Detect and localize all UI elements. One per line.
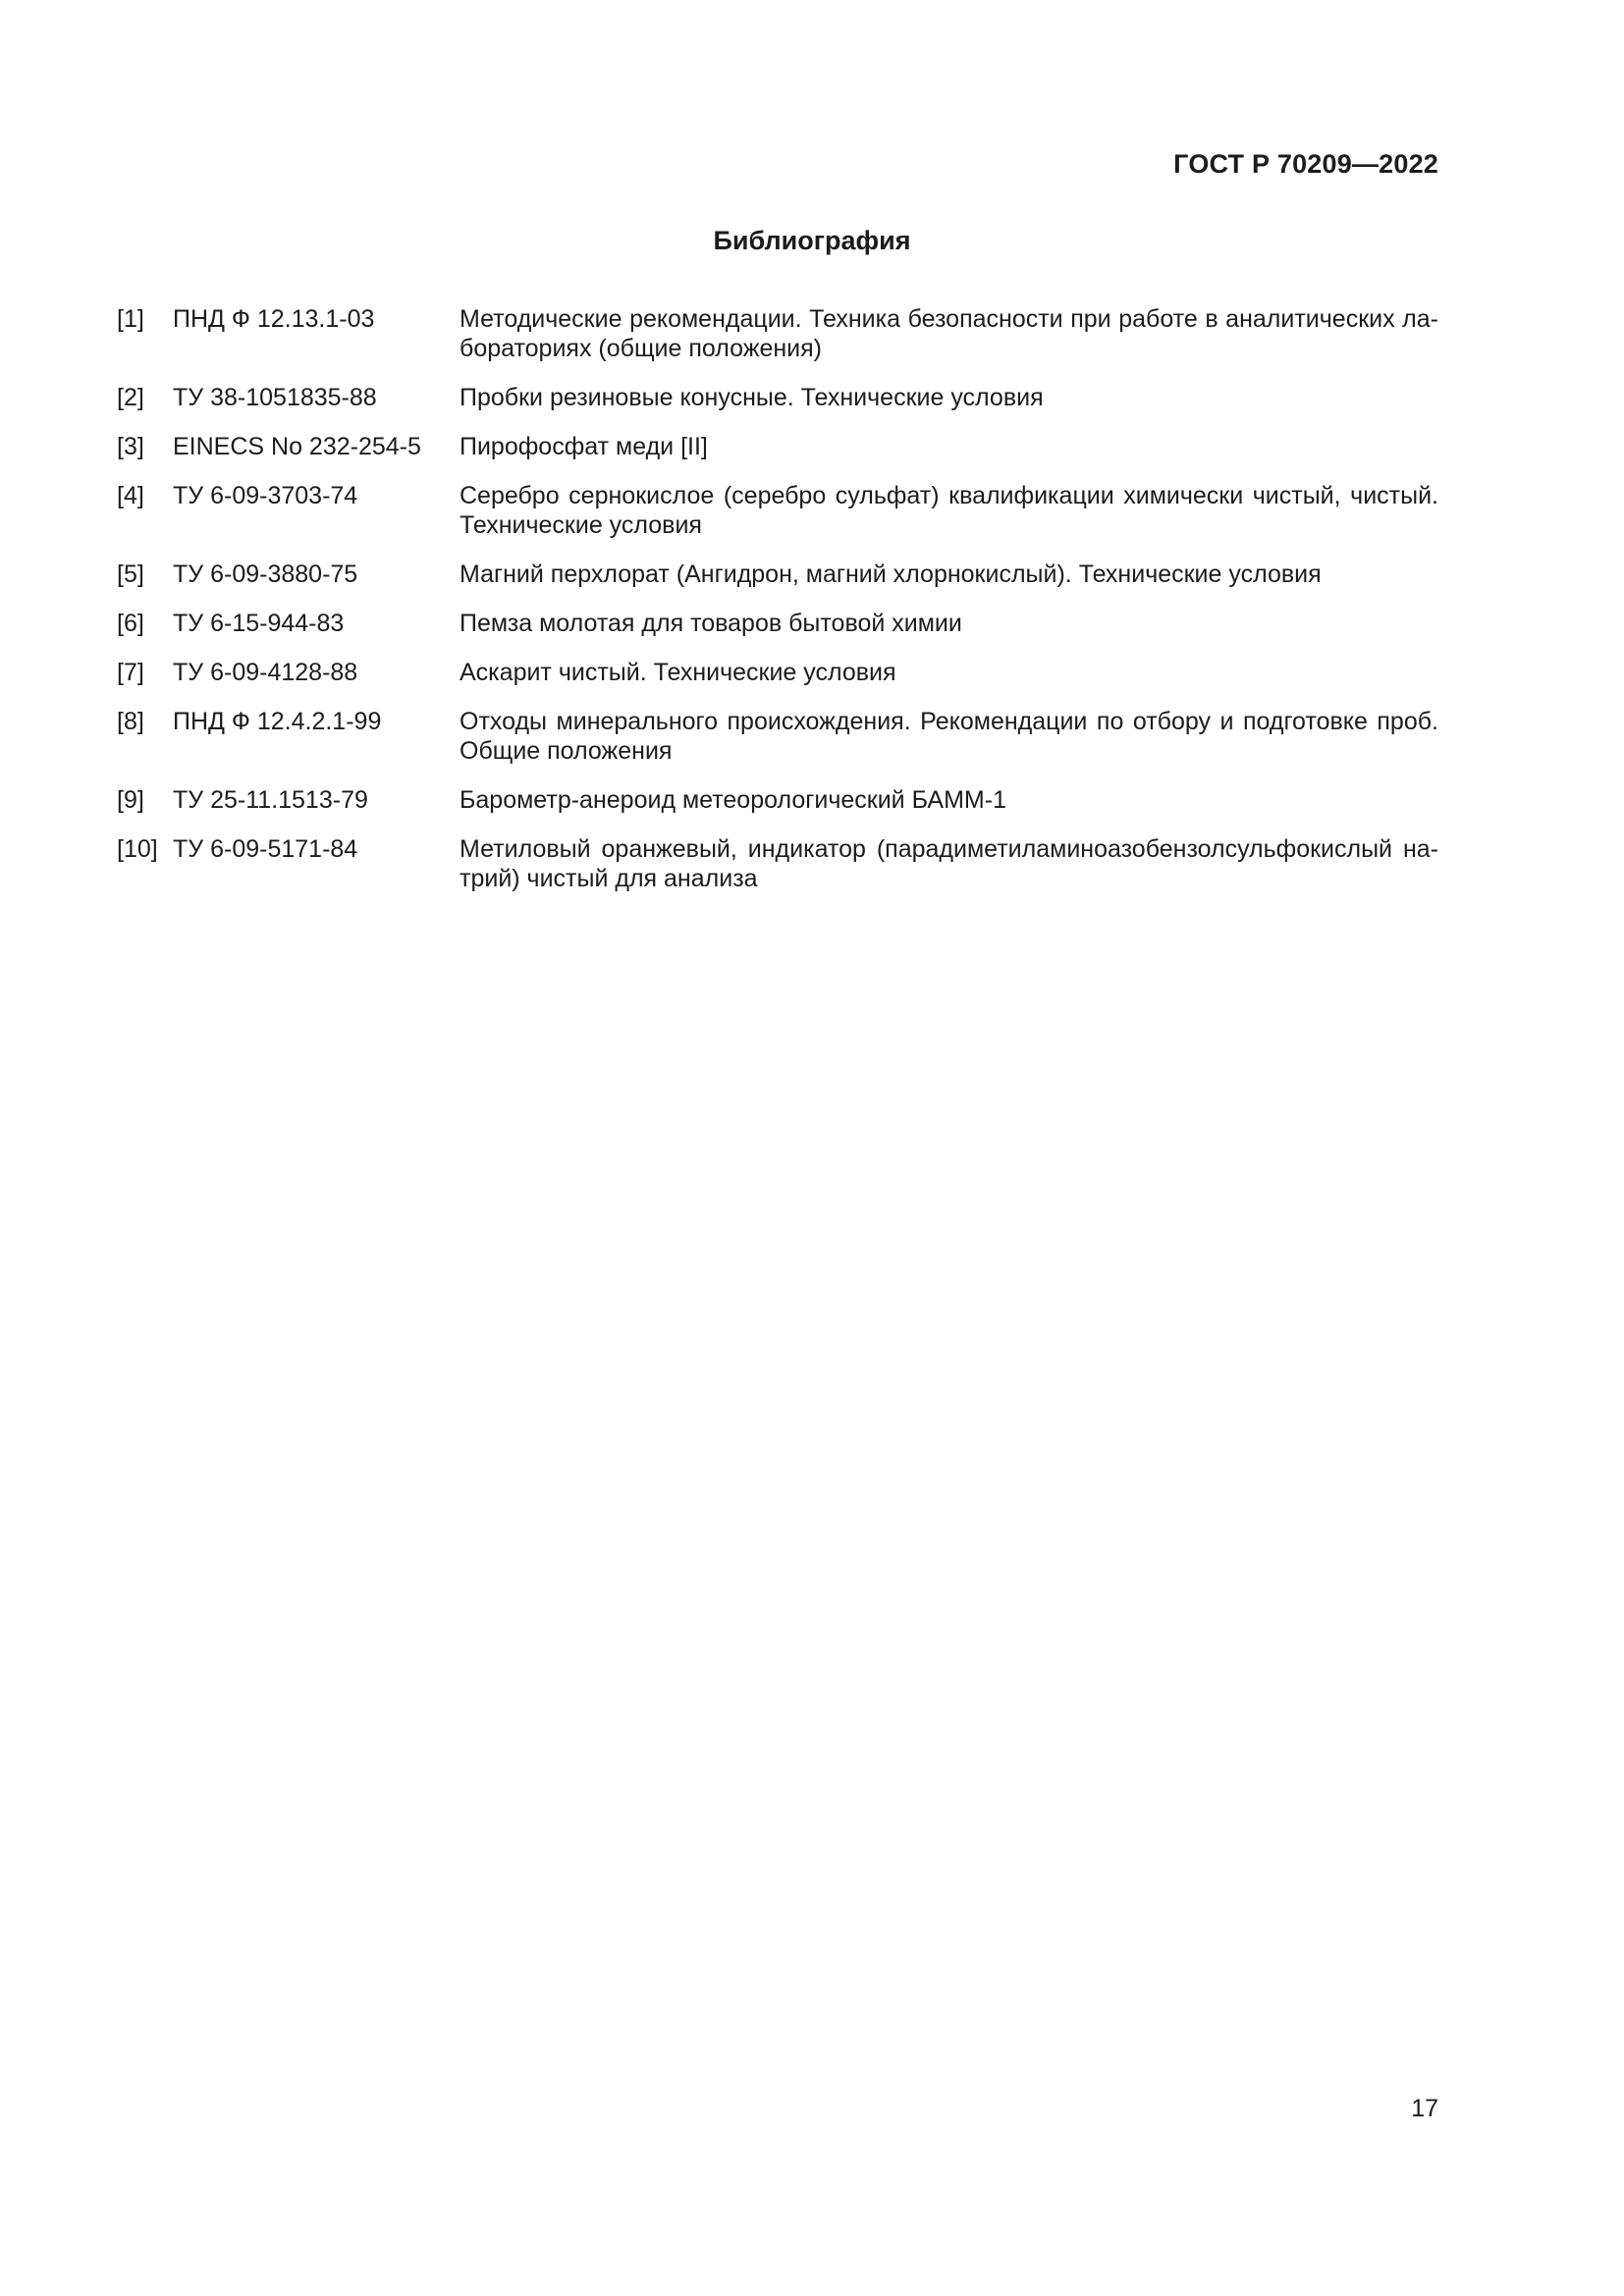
bibliography-entry	[117, 785, 1438, 815]
entry-title: Пробки резиновые конусные. Технические условия	[460, 384, 1044, 411]
page-number: 17	[1411, 2095, 1438, 2122]
entry-number: [5]	[117, 561, 144, 588]
entry-title: Серебро сернокислое (серебро сульфат) квалификации химически чистый, чистый. Технические условия	[460, 482, 1438, 539]
document-code: ГОСТ Р 70209—2022	[1173, 149, 1438, 179]
entry-document-code: ТУ 6-09-4128-88	[173, 659, 358, 686]
bibliography-entry	[117, 707, 1438, 766]
bibliography-entry	[117, 383, 1438, 412]
bibliography-list	[117, 304, 1438, 913]
entry-title: Пемза молотая для товаров бытовой химии	[460, 610, 962, 637]
entry-document-code: ТУ 6-09-5171-84	[173, 835, 358, 863]
section-title: Библиография	[713, 226, 911, 255]
bibliography-entry	[117, 658, 1438, 687]
entry-number: [10]	[117, 835, 158, 863]
bibliography-entry	[117, 432, 1438, 461]
entry-document-code: ПНД Ф 12.4.2.1-99	[173, 708, 382, 735]
entry-title: Пирофосфат меди [II]	[460, 433, 708, 460]
bibliography-entry	[117, 560, 1438, 589]
entry-number: [1]	[117, 305, 144, 333]
entry-document-code: ТУ 38-1051835-88	[173, 384, 377, 411]
entry-number: [4]	[117, 482, 144, 509]
entry-number: [7]	[117, 659, 144, 686]
entry-number: [6]	[117, 610, 144, 637]
entry-title: Барометр-анероид метеорологический БАММ-1	[460, 786, 1006, 814]
entry-number: [3]	[117, 433, 144, 460]
bibliography-entry	[117, 834, 1438, 893]
entry-number: [8]	[117, 708, 144, 735]
entry-title: Отходы минерального происхождения. Рекомендации по отбору и подготовке проб. Общие положения	[460, 708, 1438, 765]
entry-document-code: EINECS No 232-254-5	[173, 433, 421, 460]
entry-title: Метиловый оранжевый, индикатор (парадиметиламиноазобензолсульфокислый натрий) чистый для анализа	[460, 835, 1438, 892]
bibliography-entry	[117, 481, 1438, 540]
entry-number: [9]	[117, 786, 144, 814]
entry-title: Аскарит чистый. Технические условия	[460, 659, 896, 686]
entry-title: Методические рекомендации. Техника безопасности при работе в аналитических лабораториях (общие положения)	[460, 305, 1438, 362]
entry-document-code: ТУ 25-11.1513-79	[173, 786, 368, 814]
entry-title: Магний перхлорат (Ангидрон, магний хлорнокислый). Технические условия	[460, 561, 1322, 588]
bibliography-entry	[117, 609, 1438, 638]
entry-document-code: ТУ 6-09-3880-75	[173, 561, 358, 588]
entry-number: [2]	[117, 384, 144, 411]
entry-document-code: ПНД Ф 12.13.1-03	[173, 305, 375, 333]
entry-document-code: ТУ 6-15-944-83	[173, 610, 345, 637]
entry-document-code: ТУ 6-09-3703-74	[173, 482, 358, 509]
bibliography-entry	[117, 304, 1438, 363]
